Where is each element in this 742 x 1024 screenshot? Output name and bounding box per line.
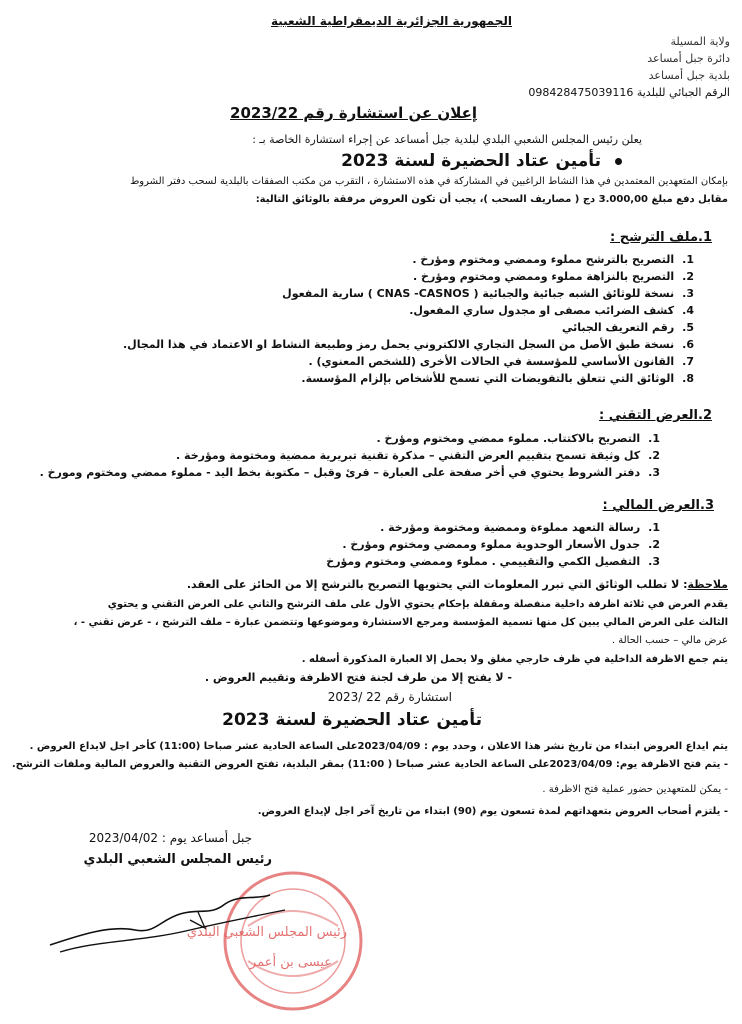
list-item <box>123 372 694 389</box>
list-item <box>123 338 694 355</box>
list-item <box>40 449 660 466</box>
bullet-icon <box>615 158 622 165</box>
signer-title: رئيس المجلس الشعبي البلدي <box>83 852 272 867</box>
baladia-line: بلدية جبل أمساعد <box>648 69 730 82</box>
note-text: : لا تطلب الوثائق التي تبرر المعلومات التي يحتويها التصريح بالترشح إلا من الحائز على العقد. <box>186 578 688 591</box>
list-item <box>326 555 660 572</box>
item-number: 8. <box>682 372 694 385</box>
financial-heading: 3.العرض المالي : <box>602 498 714 513</box>
tax-number-line: الرقم الجبائي للبلدية 098428475039116 <box>528 86 730 99</box>
submission-line-1: يقدم العرض في ثلاثة اظرفة داخلية منفصلة ومقفلة بإحكام يحتوي الأول على ملف الترشح والثاني على العرض التقني و يحتوي <box>107 599 728 610</box>
submission-line-3: عرض مالي – حسب الحالة . <box>611 635 728 646</box>
item-number: 2. <box>648 538 660 551</box>
submission-line-5: - لا يفتح إلا من طرف لجنة فتح الاظرفة وتقييم العروض . <box>204 671 512 684</box>
submission-line-4: يتم جمع الاظرفة الداخلية في ظرف خارجي مغلق ولا يحمل إلا العبارة المذكورة أسفله . <box>301 654 728 665</box>
item-text: التصريح بالاكتتاب. مملوء ممضي ومختوم ومؤرخ . <box>376 432 641 445</box>
envelope-subject: تأمين عتاد الحضيرة لسنة 2023 <box>222 710 482 730</box>
list-item <box>123 321 694 338</box>
stamp-text-2: عيسى بن أعمر <box>250 955 332 970</box>
list-item <box>123 304 694 321</box>
item-number: 3. <box>682 287 694 300</box>
list-item <box>40 432 660 449</box>
deadline-line-2: - يتم فتح الاظرفة يوم: 2023/04/09على الساعة الحادية عشر صباحا ( 11:00) بمقر البلدية، تفتح العروض التقنية والعروض المالية وملفات الترشح. <box>11 759 728 770</box>
technical-list <box>40 432 660 483</box>
item-number: 1. <box>682 253 694 266</box>
item-text: القانون الأساسي للمؤسسة في الحالات الأخرى (للشخص المعنوي) . <box>308 355 675 368</box>
candidacy-list <box>123 253 694 389</box>
item-text: نسخة طبق الأصل من السجل التجاري الالكتروني يحمل رمز وطبيعة النشاط او الاعتماد في هذا المجال. <box>122 338 675 351</box>
handwritten-signature-icon <box>40 890 300 970</box>
wilaya-line: ولاية المسيلة <box>670 35 730 48</box>
deadline-line-1: يتم ايداع العروض ابتداء من تاريخ نشر هذا الاعلان ، وحدد يوم : 2023/04/09على الساعة الحادية عشر صباحا (11:00) كأخر اجل لايداع العروض . <box>29 741 728 752</box>
announcement-title: إعلان عن استشارة رقم 2023/22 <box>230 104 477 122</box>
item-text: رسالة التعهد مملوءة وممضية ومختومة ومؤرخة . <box>380 521 641 534</box>
place-date: جبل أمساعد يوم : 2023/04/02 <box>88 831 252 845</box>
list-item <box>326 538 660 555</box>
item-text: كشف الضرائب مصفى او مجدول ساري المفعول. <box>409 304 675 317</box>
item-text: دفتر الشروط يحتوي في أخر صفحة على العبارة – قرئ وقبل – مكتوبة بخط اليد - مملوء ممضي ومختوم ومورخ . <box>39 466 641 479</box>
item-number: 3. <box>648 555 660 568</box>
note-label: ملاحظة <box>687 578 728 591</box>
item-number: 6. <box>682 338 694 351</box>
announcement-intro: يعلن رئيس المجلس الشعبي البلدي لبلدية جبل أمساعد عن إجراء استشارة الخاصة بـ : <box>252 133 642 146</box>
announcement-subject <box>341 151 622 171</box>
submission-line-2: الثالث على العرض المالي يبين كل منها تسمية المؤسسة ومرجع الاستشارة وموضوعها وتتضمن عبارة – ملف الترشح ، - عرض تقني - ، <box>73 617 728 628</box>
item-number: 2. <box>648 449 660 462</box>
item-number: 1. <box>648 432 660 445</box>
item-text: جدول الأسعار الوحدوية مملوء وممضي ومختوم ومؤرخ . <box>342 538 641 551</box>
item-number: 2. <box>682 270 694 283</box>
list-item <box>40 466 660 483</box>
list-item <box>123 287 694 304</box>
item-text: التصريح بالنزاهة مملوء وممضي ومختوم ومؤرخ . <box>413 270 675 283</box>
item-text: كل وثيقة تسمح بتقييم العرض التقني – مذكرة تقنية تبريرية ممضية ومختومة ومؤرخة . <box>176 449 641 462</box>
list-item <box>123 270 694 287</box>
republic-title: الجمهورية الجزائرية الديمقراطية الشعبية <box>270 14 512 28</box>
candidacy-heading: 1.ملف الترشح : <box>610 230 712 245</box>
item-number: 7. <box>682 355 694 368</box>
item-number: 5. <box>682 321 694 334</box>
list-item <box>123 253 694 270</box>
note-line <box>187 578 728 591</box>
item-number: 3. <box>648 466 660 479</box>
daira-line: دائرة جبل أمساعد <box>647 52 730 65</box>
financial-list <box>326 521 660 572</box>
technical-heading: 2.العرض التقني : <box>599 408 712 423</box>
item-text: التصريح بالترشح مملوء وممضي ومختوم ومؤرخ . <box>412 253 675 266</box>
deadline-line-4: - يلتزم أصحاب العروض بتعهداتهم لمدة تسعون يوم (90) ابتداء من تاريخ آخر اجل لإيداع العروض. <box>257 806 728 817</box>
envelope-ref: استشارة رقم 22 /2023 <box>327 690 452 704</box>
para1-line1: بإمكان المتعهدين المعتمدين في هذا النشاط الراغبين في المشاركة في هذه الاستشارة ، التقرب من مكتب الصفقات بالبلدية لسحب دفتر الشروط <box>130 176 728 187</box>
list-item <box>123 355 694 372</box>
subject-text: تأمين عتاد الحضيرة لسنة 2023 <box>341 151 601 171</box>
item-text: نسخة للوثائق الشبه جبائية والجبائية ( CNAS -CASNOS ) سارية المفعول <box>282 287 675 300</box>
item-text: الوثائق التي تتعلق بالتفويضات التي تسمح للأشخاص بإلزام المؤسسة. <box>301 372 675 385</box>
item-text: رقم التعريف الجبائي <box>561 321 675 334</box>
item-number: 1. <box>648 521 660 534</box>
item-number: 4. <box>682 304 694 317</box>
para1-line2: مقابل دفع مبلغ 3.000,00 دج ( مصاريف السحب )، يجب أن تكون العروض مرفقة بالوثائق التالية: <box>255 194 728 205</box>
stamp-text-1: رئيس المجلس الشعبي البلدي <box>186 925 347 940</box>
deadline-line-3: - يمكن للمتعهدين حضور عملية فتح الاظرفة . <box>542 784 728 795</box>
item-text: التفصيل الكمي والتقييمي . مملوء وممضي ومختوم ومؤرخ <box>326 555 641 568</box>
list-item <box>326 521 660 538</box>
